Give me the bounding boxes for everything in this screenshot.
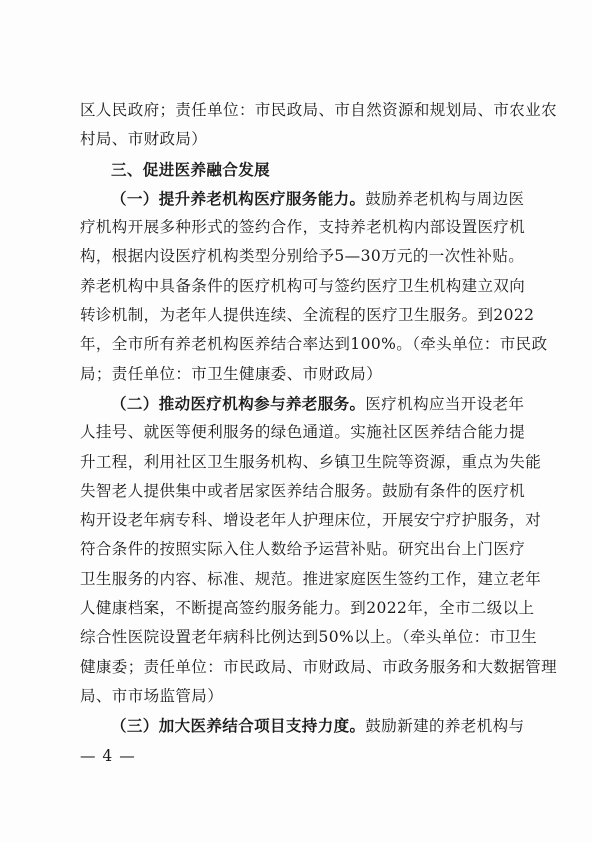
body-line: 升工程，利用社区卫生服务机构、乡镇卫生院等资源，重点为失能 xyxy=(80,452,542,471)
body-line: 局；责任单位：市卫生健康委、市财政局） xyxy=(80,364,383,383)
body-line: 村局、市财政局） xyxy=(80,130,208,149)
paragraph-lead: （二）推动医疗机构参与养老服务。 xyxy=(111,393,366,413)
body-line: 局、市市场监管局） xyxy=(80,686,224,705)
paragraph-lead: （一）提升养老机构医疗服务能力。 xyxy=(111,188,366,208)
body-line: 疗机构开展多种形式的签约合作，支持养老机构内部设置医疗机 xyxy=(80,218,526,237)
paragraph-start: （一）提升养老机构医疗服务能力。鼓励养老机构与周边医 xyxy=(111,188,525,208)
body-line: 构开设老年病专科、增设老年人护理床位，开展安宁疗护服务，对 xyxy=(80,511,542,530)
body-line: 年，全市所有养老机构医养结合率达到100%。（牵头单位：市民政 xyxy=(80,335,548,354)
body-line: 健康委；责任单位：市民政局、市财政局、市政务服务和大数据管理 xyxy=(80,657,558,676)
body-line: 养老机构中具备条件的医疗机构可与签约医疗卫生机构建立双向 xyxy=(80,276,526,295)
body-line: 卫生服务的内容、标准、规范。推进家庭医生签约工作，建立老年 xyxy=(80,569,542,588)
section-heading: 三、促进医养融合发展 xyxy=(111,159,271,179)
body-line: 符合条件的按照实际入住人数给予运营补贴。研究出台上门医疗 xyxy=(80,540,526,559)
paragraph-lead: （三）加大医养结合项目支持力度。 xyxy=(111,716,366,736)
body-line: 综合性医院设置老年病科比例达到50%以上。（牵头单位：市卫生 xyxy=(80,628,538,647)
body-line: 区人民政府；责任单位：市民政局、市自然资源和规划局、市农业农 xyxy=(80,101,558,119)
paragraph-start: （三）加大医养结合项目支持力度。鼓励新建的养老机构与 xyxy=(111,716,525,736)
body-line: 人挂号、就医等便利服务的绿色通道。实施社区医养结合能力提 xyxy=(80,423,526,442)
page-number: — 4 — xyxy=(80,747,136,765)
body-line: 转诊机制，为老年人提供连续、全流程的医疗卫生服务。到2022 xyxy=(80,306,535,325)
body-line: 构，根据内设医疗机构类型分别给予5—30万元的一次性补贴。 xyxy=(80,247,525,266)
body-line: 失智老人提供集中或者居家医养结合服务。鼓励有条件的医疗机 xyxy=(80,481,526,500)
document-body xyxy=(80,96,558,741)
paragraph-start: （二）推动医疗机构参与养老服务。医疗机构应当开设老年 xyxy=(111,393,525,413)
body-line: 人健康档案，不断提高签约服务能力。到2022年，全市二级以上 xyxy=(80,599,535,618)
